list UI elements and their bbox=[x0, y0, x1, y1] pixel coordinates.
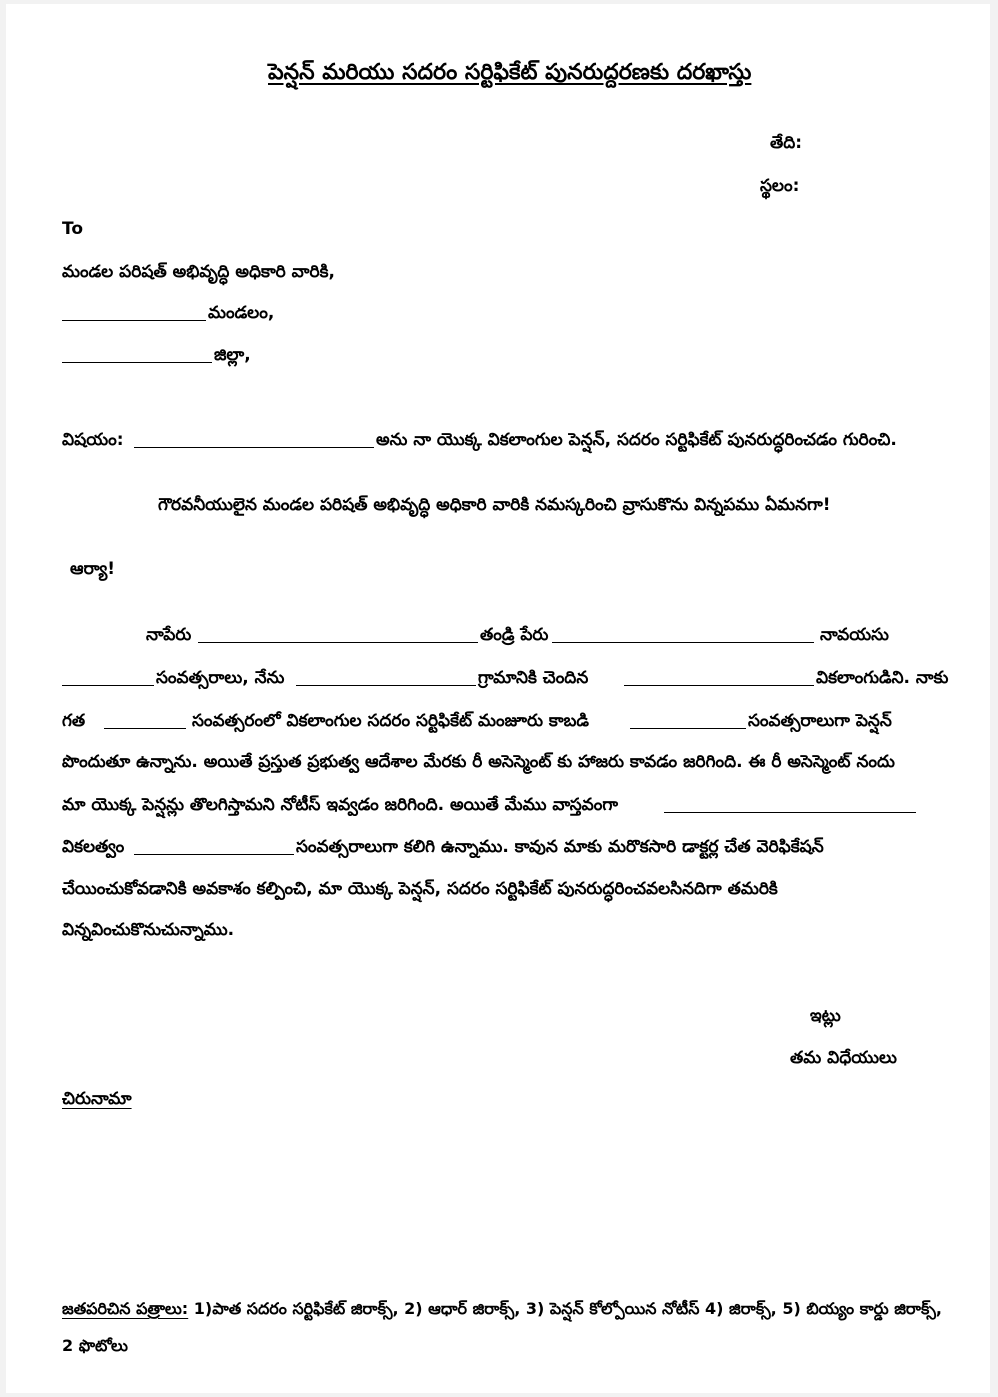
arya: ఆర్యా! bbox=[70, 559, 116, 579]
closing-vidheyulu: తమ విధేయులు bbox=[790, 1048, 897, 1068]
years-label: సంవత్సరాలు, నేను bbox=[156, 668, 285, 688]
district-blank bbox=[62, 362, 212, 363]
disability-years-blank bbox=[134, 854, 294, 855]
body-line-8: విన్నవించుకొనుచున్నాము. bbox=[62, 920, 235, 940]
salutation-line: గౌరవనీయులైన మండల పరిషత్ అభివృద్ధి అధికారి వారికి నమస్కరించి వ్రాసుకొను విన్నపము ఏమనగా! bbox=[158, 495, 831, 515]
enclosures-label: జతపరిచిన పత్రాలు: bbox=[62, 1299, 189, 1318]
my-name-label: నాపేరు bbox=[146, 625, 192, 645]
address-label: చిరునామా bbox=[62, 1089, 132, 1109]
pension-years-label: సంవత్సరాలుగా పెన్షన్ bbox=[748, 711, 892, 731]
enclosures bbox=[62, 1298, 942, 1320]
disabled-label: వికలాంగుడిని. నాకు bbox=[816, 668, 949, 688]
village-label: గ్రామానికి చెందిన bbox=[478, 668, 589, 688]
body-line-5: మా యొక్క పెన్షన్లు తొలగిస్తామని నోటీస్ ఇవ్వడం జరిగింది. అయితే మేము వాస్తవంగా bbox=[62, 795, 619, 815]
mandal-label: మండలం, bbox=[208, 303, 275, 323]
body-line-7: చేయించుకోవడానికి అవకాశం కల్పించి, మా యొక్క పెన్షన్, సదరం సర్టిఫికేట్ పునరుద్ధరించవలసినదిగా తమరికి bbox=[62, 879, 778, 899]
date-label: తేది: bbox=[770, 133, 803, 153]
enclosures-text: 1)పాత సదరం సర్టిఫికేట్ జిరాక్స్, 2) ఆధార్ జిరాక్స్, 3) పెన్షన్ కోల్పోయిన నోటీస్ 4) జిరాక్స్, 5) బియ్యం కార్డు జిరాక్స్, bbox=[188, 1299, 942, 1318]
closing-itlu: ఇట్లు bbox=[810, 1006, 841, 1026]
gata-label: గత bbox=[62, 711, 86, 731]
village-blank bbox=[296, 685, 476, 686]
mandal-blank bbox=[62, 320, 206, 321]
body-line-6b: సంవత్సరాలుగా కలిగి ఉన్నాము. కావున మాకు మరొకసారి డాక్టర్ల చేత వెరిఫికేషన్ bbox=[296, 837, 824, 857]
age-label: నావయసు bbox=[820, 625, 889, 645]
subject-label: విషయం: bbox=[62, 430, 124, 450]
district-label: జిల్లా, bbox=[214, 345, 251, 365]
enclosures-photos: 2 ఫొటోలు bbox=[62, 1336, 128, 1355]
father-name-label: తండ్రి పేరు bbox=[480, 625, 549, 645]
disability-label: వికలత్వం bbox=[62, 837, 125, 857]
document-title: పెన్షన్ మరియు సదరం సర్టిఫికేట్ పునరుద్దరణకు దరఖాస్తు bbox=[268, 60, 752, 85]
place-label: స్థలం: bbox=[760, 176, 800, 196]
disability-type-blank bbox=[624, 685, 814, 686]
to-label: To bbox=[62, 219, 84, 239]
cert-year-blank bbox=[104, 728, 186, 729]
name-blank bbox=[198, 642, 478, 643]
addressee: మండల పరిషత్ అభివృద్ధి అధికారి వారికి, bbox=[62, 262, 335, 282]
letter-page bbox=[6, 4, 990, 1393]
body-line-4: పొందుతూ ఉన్నాను. అయితే ప్రస్తుత ప్రభుత్వ ఆదేశాల మేరకు రీ అసెస్మెంట్ కు హాజరు కావడం జరిగింది. ఈ రీ అసెస్మెంట్ నందు bbox=[62, 752, 895, 772]
subject-text: అను నా యొక్క వికలాంగుల పెన్షన్, సదరం సర్టిఫికేట్ పునరుద్ధరించడం గురించి. bbox=[376, 430, 897, 450]
subject-blank bbox=[134, 447, 374, 448]
cert-year-label: సంవత్సరంలో వికలాంగుల సదరం సర్టిఫికేట్ మంజూరు కాబడి bbox=[192, 711, 589, 731]
pension-years-blank bbox=[630, 728, 746, 729]
disability-percent-blank bbox=[664, 812, 916, 813]
father-blank bbox=[552, 642, 814, 643]
age-blank bbox=[62, 685, 154, 686]
